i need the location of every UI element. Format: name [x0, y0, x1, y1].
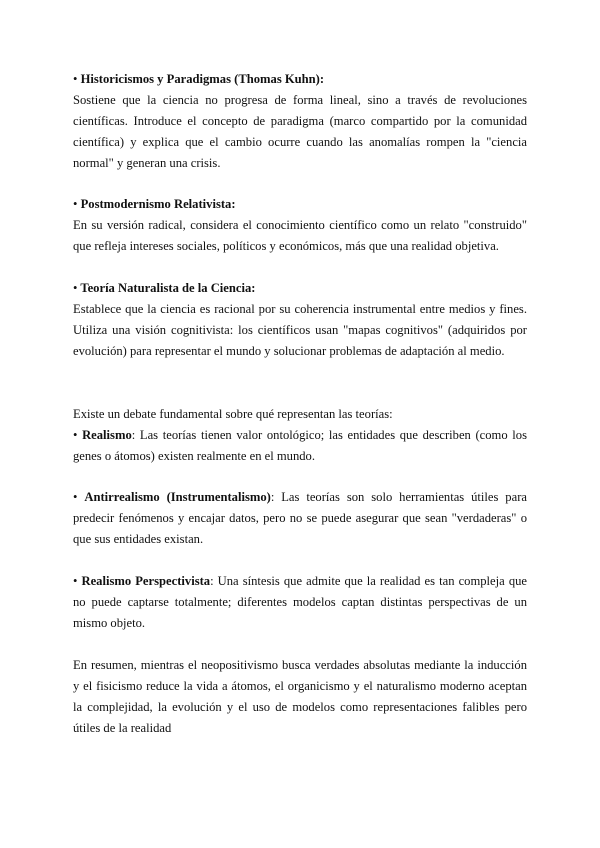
section-postmodernismo [73, 194, 527, 257]
bullet: • [73, 281, 78, 295]
section-heading [73, 69, 527, 90]
section-title: Teoría Naturalista de la Ciencia: [80, 281, 256, 295]
debate-block [73, 404, 527, 467]
debate-intro: Existe un debate fundamental sobre qué representan las teorías: [73, 407, 393, 421]
section-body: En su versión radical, considera el conocimiento científico como un relato "construido" que refleja intereses sociales, políticos y económicos, más que una realidad objetiva. [73, 218, 527, 253]
debate-text: : Las teorías son solo herramientas útiles para predecir fenómenos y encajar datos, pero no se puede asegurar que sean "verdaderas" o que sus entidades existan. [73, 490, 527, 546]
bullet: • [73, 574, 78, 588]
section-historicismo [73, 69, 527, 174]
bullet: • [73, 428, 78, 442]
bullet: • [73, 490, 78, 504]
debate-term: Realismo [82, 428, 132, 442]
debate-text: : Una síntesis que admite que la realidad es tan compleja que no puede captarse totalmente; diferentes modelos captan distintas perspectivas de un mismo objeto. [73, 574, 527, 630]
conclusion-paragraph: En resumen, mientras el neopositivismo busca verdades absolutas mediante la inducción y el fisicismo reduce la vida a átomos, el organicismo y el naturalismo moderno aceptan la complejidad, la evolución y el uso de modelos como representaciones falibles pero útiles de la realidad [73, 658, 527, 735]
section-body: Establece que la ciencia es racional por su coherencia instrumental entre medios y fines. Utiliza una visión cognitivista: los científicos usan "mapas cognitivos" (adquiridos por evolución) para representar el mundo y solucionar problemas de adaptación al medio. [73, 302, 527, 358]
debate-term: Antirrealismo (Instrumentalismo) [84, 490, 271, 504]
section-body: Sostiene que la ciencia no progresa de forma lineal, sino a través de revoluciones científicas. Introduce el concepto de paradigma (marco compartido por la comunidad científica) y explica que el cambio ocurre cuando las anomalías rompen la "ciencia normal" y generan una crisis. [73, 93, 527, 170]
section-heading [73, 194, 527, 215]
debate-text: : Las teorías tienen valor ontológico; las entidades que describen (como los genes o átomos) existen realmente en el mundo. [73, 428, 527, 463]
bullet: • [73, 72, 78, 86]
debate-item-paragraph [73, 487, 527, 550]
section-heading [73, 278, 527, 299]
section-title: Postmodernismo Relativista: [80, 197, 236, 211]
debate-term: Realismo Perspectivista [81, 574, 211, 588]
debate-item-realismo [73, 425, 527, 467]
conclusion-block [73, 655, 527, 739]
debate-item-paragraph [73, 571, 527, 634]
debate-item-perspectivista [73, 571, 527, 634]
bullet: • [73, 197, 78, 211]
debate-item-antirrealismo [73, 487, 527, 550]
section-title: Historicismos y Paradigmas (Thomas Kuhn): [80, 72, 325, 86]
section-naturalista [73, 278, 527, 362]
